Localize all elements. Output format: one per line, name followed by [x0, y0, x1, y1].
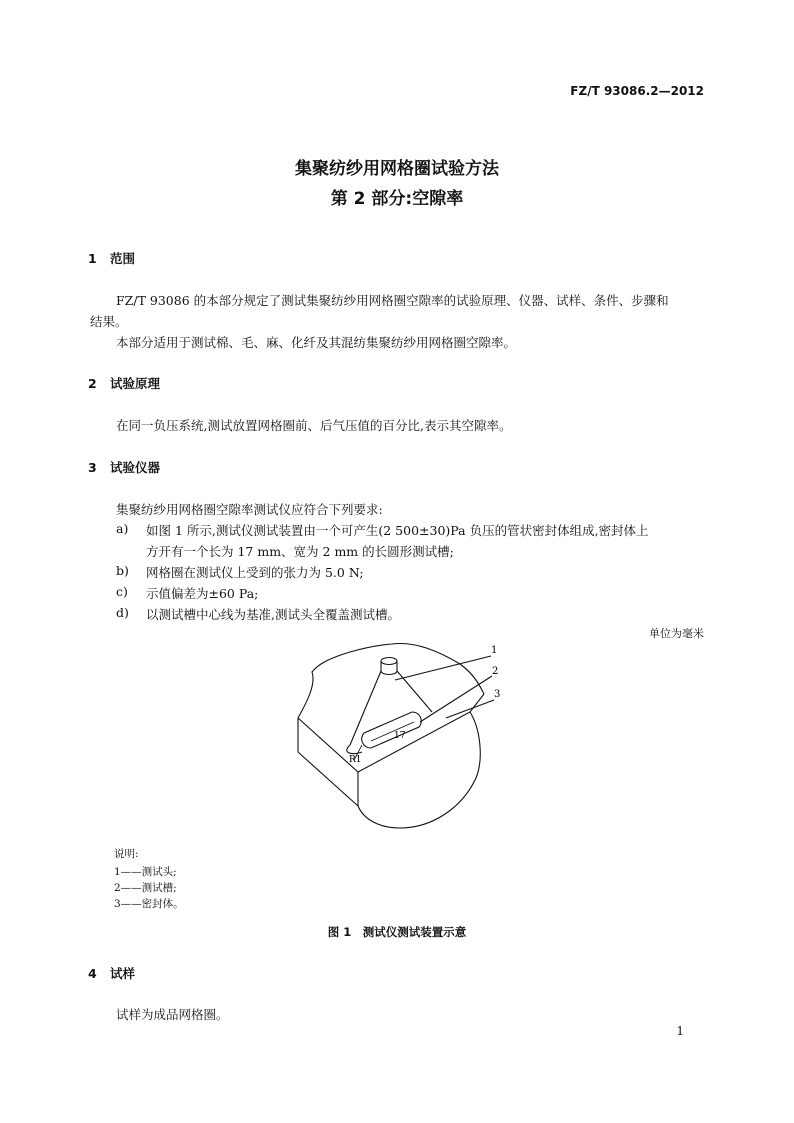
callout-1: 1	[491, 645, 498, 656]
leader-3	[446, 700, 494, 718]
paragraph: 试样为成品网格圈。	[116, 1007, 229, 1022]
list-item-text: 示值偏差为±60 Pa;	[146, 586, 259, 601]
document-subtitle: 第 2 部分:空隙率	[330, 189, 464, 209]
dimension-radius: R1	[349, 755, 362, 765]
section-number: 4	[88, 966, 97, 981]
unit-note: 单位为毫米	[649, 627, 704, 640]
list-item-label: d)	[116, 605, 129, 620]
list-item-label: c)	[116, 584, 128, 599]
section-title: 试验仪器	[110, 460, 161, 475]
callout-3: 3	[494, 689, 501, 700]
page-number: 1	[676, 1024, 684, 1038]
list-item-text: 以测试槽中心线为基准,测试头全覆盖测试槽。	[146, 607, 400, 622]
list-item-label: b)	[116, 563, 129, 578]
paragraph: FZ/T 93086 的本部分规定了测试集聚纺纱用网格圈空隙率的试验原理、仪器、试样、条件、步骤和	[116, 293, 669, 308]
section-number: 2	[88, 376, 97, 391]
test-head-cone	[350, 671, 381, 745]
list-item-text: 如图 1 所示,测试仪测试装置由一个可产生(2 500±30)Pa 负压的管状密封体组成,密封体上	[146, 523, 649, 538]
section-4-heading	[88, 964, 135, 982]
legend-item: 2——测试槽;	[114, 882, 177, 894]
legend-title: 说明:	[114, 848, 139, 860]
paragraph-continuation: 结果。	[90, 314, 128, 329]
test-head-top	[381, 658, 397, 665]
list-item-label: a)	[116, 521, 129, 536]
figure-caption: 图 1 测试仪测试装置示意	[327, 925, 467, 939]
top-face-edges	[298, 694, 484, 772]
leader-1	[395, 656, 491, 680]
leader-2	[420, 676, 492, 722]
section-title: 试样	[110, 966, 136, 981]
document-title: 集聚纺纱用网格圈试验方法	[295, 159, 499, 179]
section-number: 3	[88, 460, 97, 475]
dimension-length: 17	[394, 731, 406, 741]
cylinder-outline	[358, 712, 480, 828]
section-number: 1	[88, 251, 97, 266]
section-title: 范围	[110, 251, 136, 266]
paragraph: 在同一负压系统,测试放置网格圈前、后气压值的百分比,表示其空隙率。	[116, 418, 512, 433]
section-title: 试验原理	[110, 376, 161, 391]
legend-item: 1——测试头;	[114, 866, 177, 878]
block-break-outline	[298, 644, 484, 718]
standard-number: FZ/T 93086.2—2012	[570, 84, 704, 98]
legend-item: 3——密封体。	[114, 898, 184, 910]
paragraph: 本部分适用于测试棉、毛、麻、化纤及其混纺集聚纺纱用网格圈空隙率。	[116, 335, 517, 350]
list-item-text: 网格圈在测试仪上受到的张力为 5.0 N;	[146, 565, 364, 580]
list-item-text: 方开有一个长为 17 mm、宽为 2 mm 的长圆形测试槽;	[146, 544, 454, 559]
paragraph: 集聚纺纱用网格圈空隙率测试仪应符合下列要求:	[116, 502, 383, 517]
callout-2: 2	[492, 666, 499, 677]
